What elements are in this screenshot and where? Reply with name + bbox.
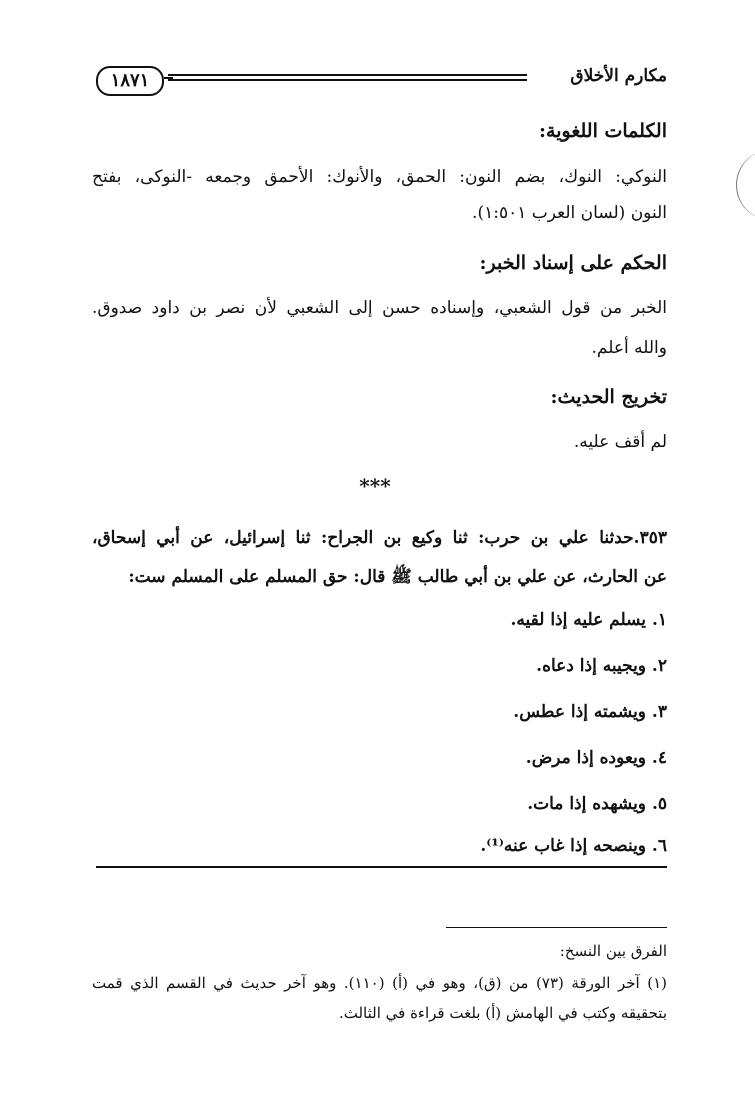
section-heading-takhrij: تخريج الحديث: — [550, 386, 667, 408]
hadith-item-3: ٣. ويشمته إذا عطس. — [513, 702, 667, 722]
footnote-line-1: (١) آخر الورقة (٧٣) من (ق)، وهو في (أ) (١١٠). وهو آخر حديث في القسم الذي قمت — [92, 974, 667, 992]
hadith-item-1: ١. يسلم عليه إذا لقيه. — [510, 610, 667, 630]
ruling-line-1: الخبر من قول الشعبي، وإسناده حسن إلى الشعبي لأن نصر بن داود صدوق. — [92, 298, 667, 318]
body-footnote-separator — [96, 866, 667, 868]
footnote-heading: الفرق بين النسخ: — [559, 942, 667, 960]
footnote-rule — [446, 927, 667, 928]
running-header-title: مكارم الأخلاق — [570, 66, 667, 86]
section-heading-vocabulary: الكلمات اللغوية: — [539, 120, 667, 142]
hadith-item-5: ٥. ويشهده إذا مات. — [527, 794, 667, 814]
header-rule — [168, 74, 527, 88]
hadith-line-1: ٣٥٣.حدثنا علي بن حرب: ثنا وكيع بن الجراح: ثنا إسرائيل، عن أبي إسحاق، — [92, 528, 667, 548]
hadith-item-2: ٢. ويجيبه إذا دعاه. — [536, 656, 667, 676]
hadith-item-4: ٤. ويعوده إذا مرض. — [525, 748, 667, 768]
vocabulary-line-2: النون (لسان العرب ١:٥٠١). — [472, 203, 667, 223]
section-divider-stars: *** — [359, 474, 391, 498]
takhrij-text: لم أقف عليه. — [573, 432, 667, 452]
hadith-line-2: عن الحارث، عن علي بن أبي طالب ﷺ قال: حق المسلم على المسلم ست: — [128, 567, 667, 587]
vocabulary-line-1: النوكي: النوك، بضم النون: الحمق، والأنوك: الأحمق وجمعه -النوكى، بفتح — [92, 167, 667, 187]
ruling-line-2: والله أعلم. — [591, 338, 667, 358]
footnote-line-2: بتحقيقه وكتب في الهامش (أ) بلغت قراءة في الثالث. — [338, 1004, 667, 1022]
section-heading-ruling: الحكم على إسناد الخبر: — [479, 252, 667, 274]
page-number: ١٨٧١ — [96, 66, 164, 96]
hadith-item-6: ٦. وينصحه إذا غاب عنه⁽¹⁾. — [480, 836, 667, 856]
scan-page-edge — [736, 150, 755, 220]
